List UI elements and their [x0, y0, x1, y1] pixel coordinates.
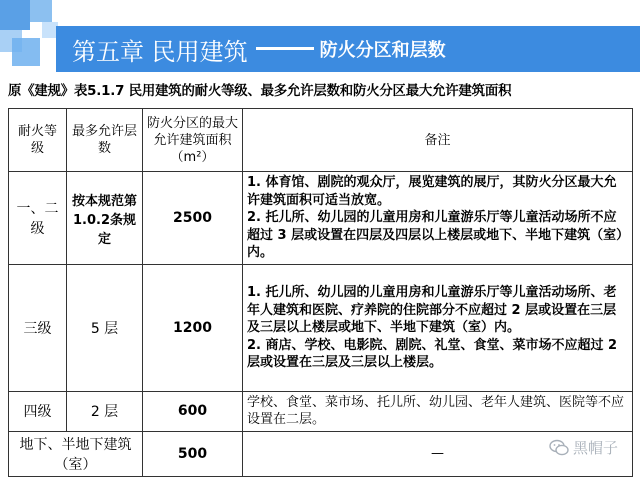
grade-cell: 四级	[9, 392, 67, 432]
note-line: 学校、食堂、菜市场、托儿所、幼儿园、老年人建筑、医院等不应设置在二层。	[247, 395, 625, 428]
table-row	[9, 392, 633, 432]
floors-cell: 5 层	[67, 265, 143, 392]
notes-cell	[243, 265, 633, 392]
table-row	[9, 265, 633, 392]
table-header-row	[9, 109, 633, 172]
grade-cell: 一、二级	[9, 172, 67, 265]
grade-cell: 三级	[9, 265, 67, 392]
page-title: 第五章 民用建筑	[72, 37, 248, 66]
floors-cell: 按本规范第1.0.2条规定	[67, 172, 143, 265]
notes-cell	[243, 172, 633, 265]
table-row	[9, 172, 633, 265]
area-cell: 500	[143, 431, 243, 476]
header-cell-grade: 耐火等级	[9, 109, 67, 172]
notes-cell: —	[243, 431, 633, 476]
table-row	[9, 431, 633, 476]
grade-cell: 地下、半地下建筑（室）	[9, 431, 143, 476]
area-cell: 1200	[143, 265, 243, 392]
wechat-icon	[549, 439, 569, 457]
header-cell-area: 防火分区的最大允许建筑面积（m²）	[143, 109, 243, 172]
table-caption: 原《建规》表5.1.7 民用建筑的耐火等级、最多允许层数和防火分区最大允许建筑面积	[8, 84, 512, 99]
note-line: 1. 体育馆、剧院的观众厅，展览建筑的展厅，其防火分区最大允许建筑面积可适当放宽。	[247, 175, 617, 208]
decor-square	[12, 38, 40, 66]
floors-cell: 2 层	[67, 392, 143, 432]
title-dash	[256, 47, 314, 50]
page-subtitle: 防火分区和层数	[319, 40, 446, 61]
watermark	[549, 437, 618, 458]
watermark-text: 黑帽子	[572, 439, 618, 457]
note-line: 2. 商店、学校、电影院、剧院、礼堂、食堂、菜市场不应超过 2 层或设置在三层及三层以上楼层。	[247, 337, 618, 371]
note-line: 1. 托儿所、幼儿园的儿童用房和儿童游乐厅等儿童活动场所、老年人建筑和医院、疗养院的住院部分不应超过 2 层或设置在三层及三层以上楼层或地下、半地下建筑（室）内。	[247, 285, 617, 336]
decor-square	[0, 0, 30, 30]
decor-square	[30, 0, 52, 22]
area-cell: 600	[143, 392, 243, 432]
notes-cell	[243, 392, 633, 432]
area-cell: 2500	[143, 172, 243, 265]
note-line: 2. 托儿所、幼儿园的儿童用房和儿童游乐厅等儿童活动场所不应超过 3 层或设置在四层及四层以上楼层或地下、半地下建筑（室）内。	[247, 210, 623, 261]
title-bar	[56, 26, 640, 72]
fire-rating-table	[8, 108, 633, 477]
header-cell-floors: 最多允许层数	[67, 109, 143, 172]
header-cell-notes: 备注	[243, 109, 633, 172]
